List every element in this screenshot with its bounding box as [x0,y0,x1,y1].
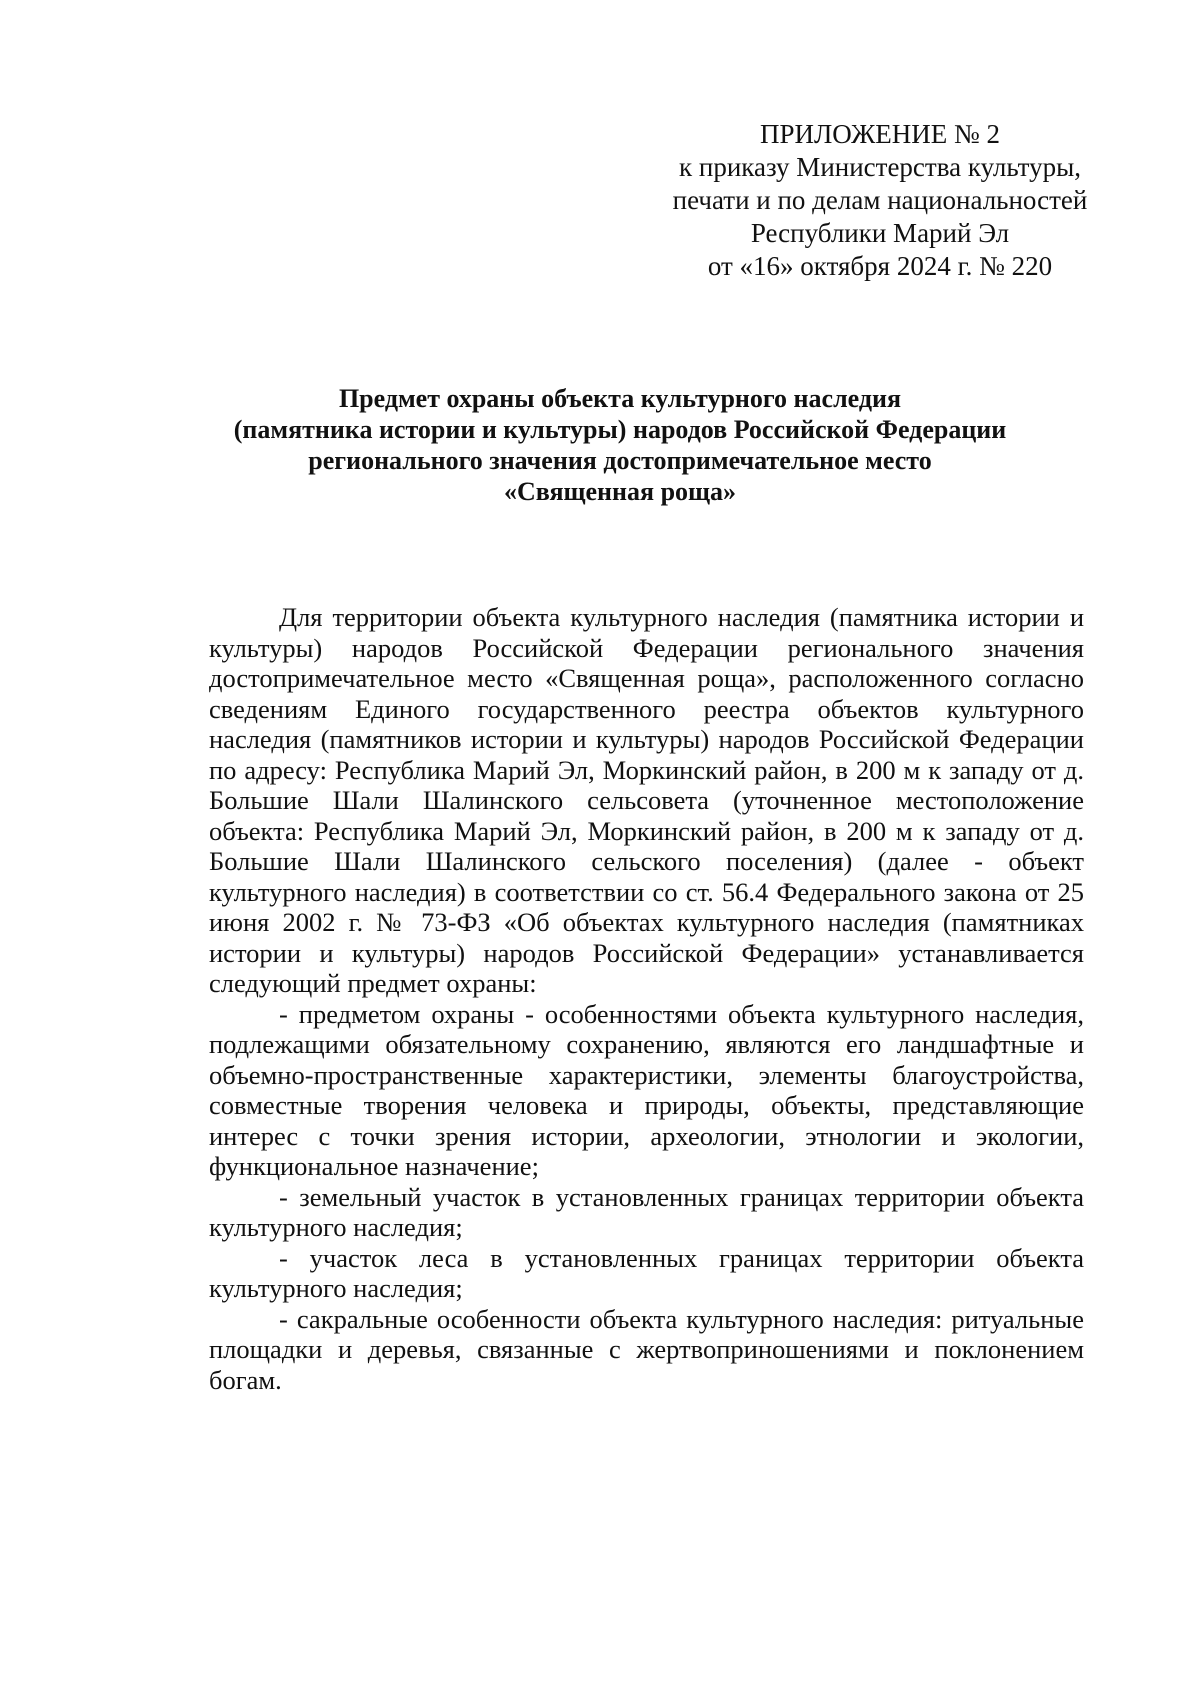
title-line-4: «Священная роща» [504,477,736,506]
document-body [209,602,1084,1395]
appendix-header [640,118,1120,283]
appendix-line-order: к приказу Министерства культуры, [679,152,1081,182]
list-item: - участок леса в установленных границах территории объекта культурного наследия; [209,1242,1084,1303]
title-line-2: (памятника истории и культуры) народов Российской Федерации [233,415,1007,444]
appendix-line-date: от «16» октября 2024 г. № 220 [707,251,1053,281]
title-line-3: регионального значения достопримечательное место [308,446,932,475]
title-line-1: Предмет охраны объекта культурного наследия [338,384,902,413]
list-item: - земельный участок в установленных границах территории объекта культурного наследия; [209,1181,1084,1242]
list-item: - сакральные особенности объекта культурного наследия: ритуальные площадки и деревья, связанные с жертвоприношениями и поклонением богам. [209,1303,1084,1395]
appendix-number: ПРИЛОЖЕНИЕ № 2 [759,119,1001,149]
list-item: - предметом охраны - особенностями объекта культурного наследия, подлежащими обязательному сохранению, являются его ландшафтные и объемно-пространственные характеристики, элементы благоустройства, совместные творения человека и природы, объекты, представляющие интерес с точки зрения истории, археологии, этнологии и экологии, функциональное назначение; [209,998,1084,1181]
document-title [160,383,1080,507]
appendix-line-republic: Республики Марий Эл [750,218,1010,248]
appendix-line-ministry: печати и по делам национальностей [672,185,1088,215]
intro-paragraph: Для территории объекта культурного наследия (памятника истории и культуры) народов Российской Федерации регионального значения достопримечательное место «Священная роща», расположенного согласно сведениям Единого государственного реестра объектов культурного наследия (памятников истории и культуры) народов Российской Федерации по адресу: Республика Марий Эл, Моркинский район, в 200 м к западу от д. Большие Шали Шалинского сельсовета (уточненное местоположение объекта: Республика Марий Эл, Моркинский район, в 200 м к западу от д. Большие Шали Шалинского сельского поселения) (далее - объект культурного наследия) в соответствии со ст. 56.4 Федерального закона от 25 июня 2002 г. № 73-ФЗ «Об объектах культурного наследия (памятниках истории и культуры) народов Российской Федерации» устанавливается следующий предмет охраны: [209,602,1084,998]
